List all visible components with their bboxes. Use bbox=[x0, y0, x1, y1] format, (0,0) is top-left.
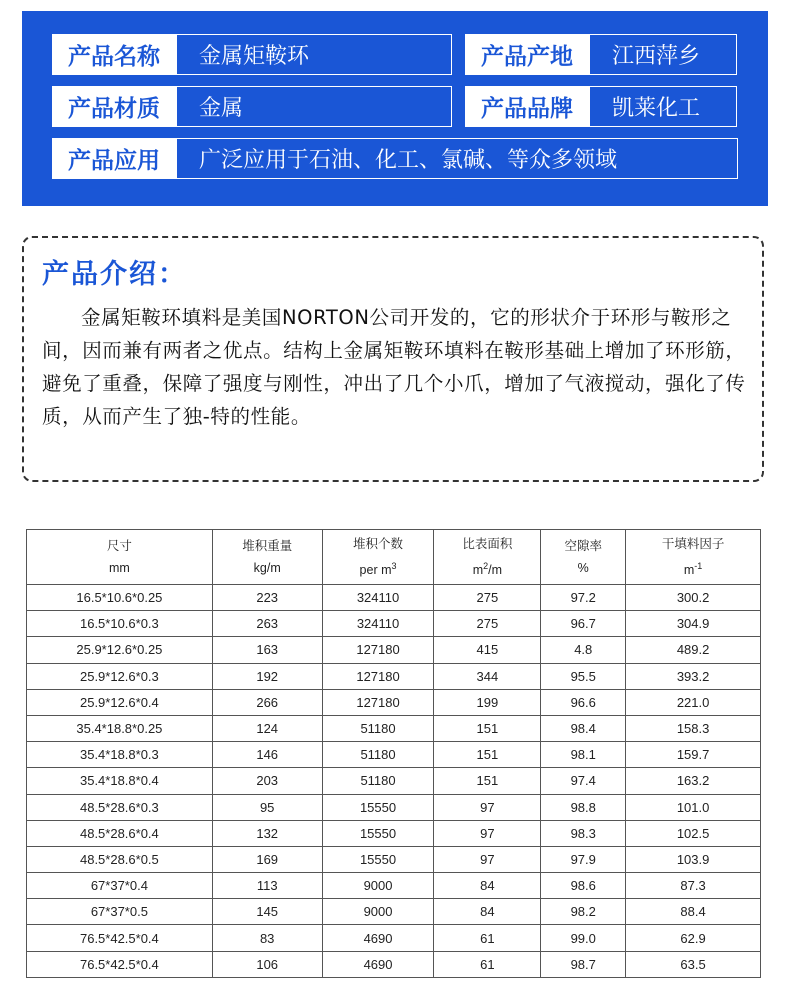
brand-label: 产品品牌 bbox=[465, 86, 589, 127]
table-cell: 98.4 bbox=[541, 715, 626, 741]
material-label: 产品材质 bbox=[52, 86, 176, 127]
table-cell: 97 bbox=[434, 846, 541, 872]
table-cell: 158.3 bbox=[626, 715, 761, 741]
table-cell: 275 bbox=[434, 611, 541, 637]
header-unit: per $m^3$ bbox=[359, 560, 397, 578]
name-value: 金属矩鞍环 bbox=[176, 34, 452, 75]
table-cell: 127180 bbox=[322, 637, 434, 663]
table-cell: 127180 bbox=[322, 689, 434, 715]
table-cell: 98.6 bbox=[541, 873, 626, 899]
table-cell: 221.0 bbox=[626, 689, 761, 715]
product-intro-box bbox=[22, 236, 764, 482]
table-cell: 97.4 bbox=[541, 768, 626, 794]
table-row bbox=[27, 585, 761, 611]
table-cell: 97.9 bbox=[541, 846, 626, 872]
table-cell: 127180 bbox=[322, 663, 434, 689]
table-header-cell bbox=[212, 530, 322, 585]
table-cell: 163.2 bbox=[626, 768, 761, 794]
origin-value: 江西萍乡 bbox=[589, 34, 737, 75]
table-cell: 61 bbox=[434, 951, 541, 977]
table-cell: 16.5*10.6*0.25 bbox=[27, 585, 213, 611]
table-cell: 35.4*18.8*0.25 bbox=[27, 715, 213, 741]
application-value: 广泛应用于石油、化工、氯碱、等众多领域 bbox=[176, 138, 738, 179]
spec-row-origin bbox=[465, 34, 737, 75]
table-cell: 15550 bbox=[322, 794, 434, 820]
table-cell: 103.9 bbox=[626, 846, 761, 872]
table-cell: 51180 bbox=[322, 715, 434, 741]
table-cell: 151 bbox=[434, 768, 541, 794]
table-cell: 35.4*18.8*0.4 bbox=[27, 768, 213, 794]
table-cell: 102.5 bbox=[626, 820, 761, 846]
application-label: 产品应用 bbox=[52, 138, 176, 179]
table-cell: 4690 bbox=[322, 925, 434, 951]
table-cell: 98.8 bbox=[541, 794, 626, 820]
table-row bbox=[27, 689, 761, 715]
header-unit: mm bbox=[108, 561, 130, 575]
header-unit: $m^2/m$ bbox=[472, 560, 503, 578]
header-unit: % bbox=[577, 561, 589, 575]
table-cell: 67*37*0.5 bbox=[27, 899, 213, 925]
table-header-cell bbox=[541, 530, 626, 585]
table-cell: 67*37*0.4 bbox=[27, 873, 213, 899]
table-cell: 98.7 bbox=[541, 951, 626, 977]
table-header-cell bbox=[434, 530, 541, 585]
spec-row-brand bbox=[465, 86, 737, 127]
table-cell: 145 bbox=[212, 899, 322, 925]
table-row bbox=[27, 951, 761, 977]
table-cell: 113 bbox=[212, 873, 322, 899]
origin-label: 产品产地 bbox=[465, 34, 589, 75]
table-cell: 15550 bbox=[322, 846, 434, 872]
name-label: 产品名称 bbox=[52, 34, 176, 75]
header-name: 尺寸 bbox=[106, 539, 132, 553]
table-row bbox=[27, 794, 761, 820]
table-cell: 163 bbox=[212, 637, 322, 663]
table-cell: 324110 bbox=[322, 611, 434, 637]
table-row bbox=[27, 715, 761, 741]
table-cell: 263 bbox=[212, 611, 322, 637]
header-name: 干填料因子 bbox=[661, 536, 725, 551]
table-cell: 101.0 bbox=[626, 794, 761, 820]
table-cell: 48.5*28.6*0.5 bbox=[27, 846, 213, 872]
table-cell: 84 bbox=[434, 873, 541, 899]
table-cell: 62.9 bbox=[626, 925, 761, 951]
table-cell: 97.2 bbox=[541, 585, 626, 611]
brand-value: 凯莱化工 bbox=[589, 86, 737, 127]
table-row bbox=[27, 899, 761, 925]
table-cell: 4.8 bbox=[541, 637, 626, 663]
table-cell: 223 bbox=[212, 585, 322, 611]
table-cell: 393.2 bbox=[626, 663, 761, 689]
header-name: 比表面积 bbox=[462, 536, 513, 551]
table-cell: 76.5*42.5*0.4 bbox=[27, 925, 213, 951]
table-cell: 146 bbox=[212, 742, 322, 768]
table-cell: 98.2 bbox=[541, 899, 626, 925]
product-spec-panel bbox=[22, 11, 768, 206]
table-cell: 25.9*12.6*0.25 bbox=[27, 637, 213, 663]
table-cell: 97 bbox=[434, 820, 541, 846]
table-cell: 151 bbox=[434, 715, 541, 741]
table-row bbox=[27, 768, 761, 794]
table-cell: 124 bbox=[212, 715, 322, 741]
table-row bbox=[27, 611, 761, 637]
table-body bbox=[27, 585, 761, 978]
table-cell: 15550 bbox=[322, 820, 434, 846]
table-cell: 98.3 bbox=[541, 820, 626, 846]
intro-text: 金属矩鞍环填料是美国NORTON公司开发的，它的形状介于环形与鞍形之间，因而兼有两者之优点。结构上金属矩鞍环填料在鞍形基础上增加了环形筋，避免了重叠，保障了强度与刚性，冲出了几个小爪，增加了气液搅动，强化了传质，从而产生了独-特的性能。 bbox=[42, 306, 746, 428]
table-row bbox=[27, 663, 761, 689]
spec-row-name bbox=[52, 34, 452, 75]
table-cell: 25.9*12.6*0.3 bbox=[27, 663, 213, 689]
header-name: 堆积个数 bbox=[353, 536, 404, 551]
table-cell: 88.4 bbox=[626, 899, 761, 925]
table-cell: 51180 bbox=[322, 742, 434, 768]
table-cell: 61 bbox=[434, 925, 541, 951]
table-row bbox=[27, 742, 761, 768]
table-cell: 266 bbox=[212, 689, 322, 715]
table-cell: 489.2 bbox=[626, 637, 761, 663]
table-cell: 344 bbox=[434, 663, 541, 689]
table-row bbox=[27, 637, 761, 663]
table-cell: 98.1 bbox=[541, 742, 626, 768]
table-cell: 9000 bbox=[322, 873, 434, 899]
material-value: 金属 bbox=[176, 86, 452, 127]
table-header-row bbox=[27, 530, 761, 585]
spec-table bbox=[26, 529, 761, 978]
table-cell: 96.6 bbox=[541, 689, 626, 715]
table-cell: 51180 bbox=[322, 768, 434, 794]
table-cell: 415 bbox=[434, 637, 541, 663]
table-cell: 63.5 bbox=[626, 951, 761, 977]
table-header-cell bbox=[626, 530, 761, 585]
table-cell: 99.0 bbox=[541, 925, 626, 951]
table-cell: 199 bbox=[434, 689, 541, 715]
table-cell: 95.5 bbox=[541, 663, 626, 689]
table-cell: 4690 bbox=[322, 951, 434, 977]
table-row bbox=[27, 846, 761, 872]
table-cell: 25.9*12.6*0.4 bbox=[27, 689, 213, 715]
table-cell: 106 bbox=[212, 951, 322, 977]
table-cell: 169 bbox=[212, 846, 322, 872]
table-cell: 203 bbox=[212, 768, 322, 794]
table-cell: 76.5*42.5*0.4 bbox=[27, 951, 213, 977]
header-unit: $m^{-1}$ bbox=[683, 560, 703, 578]
spec-row-material bbox=[52, 86, 452, 127]
table-cell: 192 bbox=[212, 663, 322, 689]
table-cell: 35.4*18.8*0.3 bbox=[27, 742, 213, 768]
table-cell: 48.5*28.6*0.4 bbox=[27, 820, 213, 846]
table-cell: 275 bbox=[434, 585, 541, 611]
table-row bbox=[27, 925, 761, 951]
table-cell: 151 bbox=[434, 742, 541, 768]
table-cell: 84 bbox=[434, 899, 541, 925]
header-name: 堆积重量 bbox=[242, 539, 293, 553]
table-cell: 87.3 bbox=[626, 873, 761, 899]
table-header-cell bbox=[322, 530, 434, 585]
table-cell: 48.5*28.6*0.3 bbox=[27, 794, 213, 820]
intro-title: 产品介绍： bbox=[42, 259, 187, 290]
table-cell: 300.2 bbox=[626, 585, 761, 611]
table-cell: 83 bbox=[212, 925, 322, 951]
table-cell: 95 bbox=[212, 794, 322, 820]
table-cell: 159.7 bbox=[626, 742, 761, 768]
table-cell: 304.9 bbox=[626, 611, 761, 637]
table-cell: 324110 bbox=[322, 585, 434, 611]
table-cell: 9000 bbox=[322, 899, 434, 925]
table-row bbox=[27, 820, 761, 846]
spec-row-application bbox=[52, 138, 738, 179]
table-row bbox=[27, 873, 761, 899]
table-cell: 16.5*10.6*0.3 bbox=[27, 611, 213, 637]
header-unit: kg/m bbox=[253, 561, 281, 575]
header-name: 空隙率 bbox=[564, 539, 602, 553]
table-header-cell bbox=[27, 530, 213, 585]
table-cell: 132 bbox=[212, 820, 322, 846]
table-cell: 97 bbox=[434, 794, 541, 820]
table-cell: 96.7 bbox=[541, 611, 626, 637]
